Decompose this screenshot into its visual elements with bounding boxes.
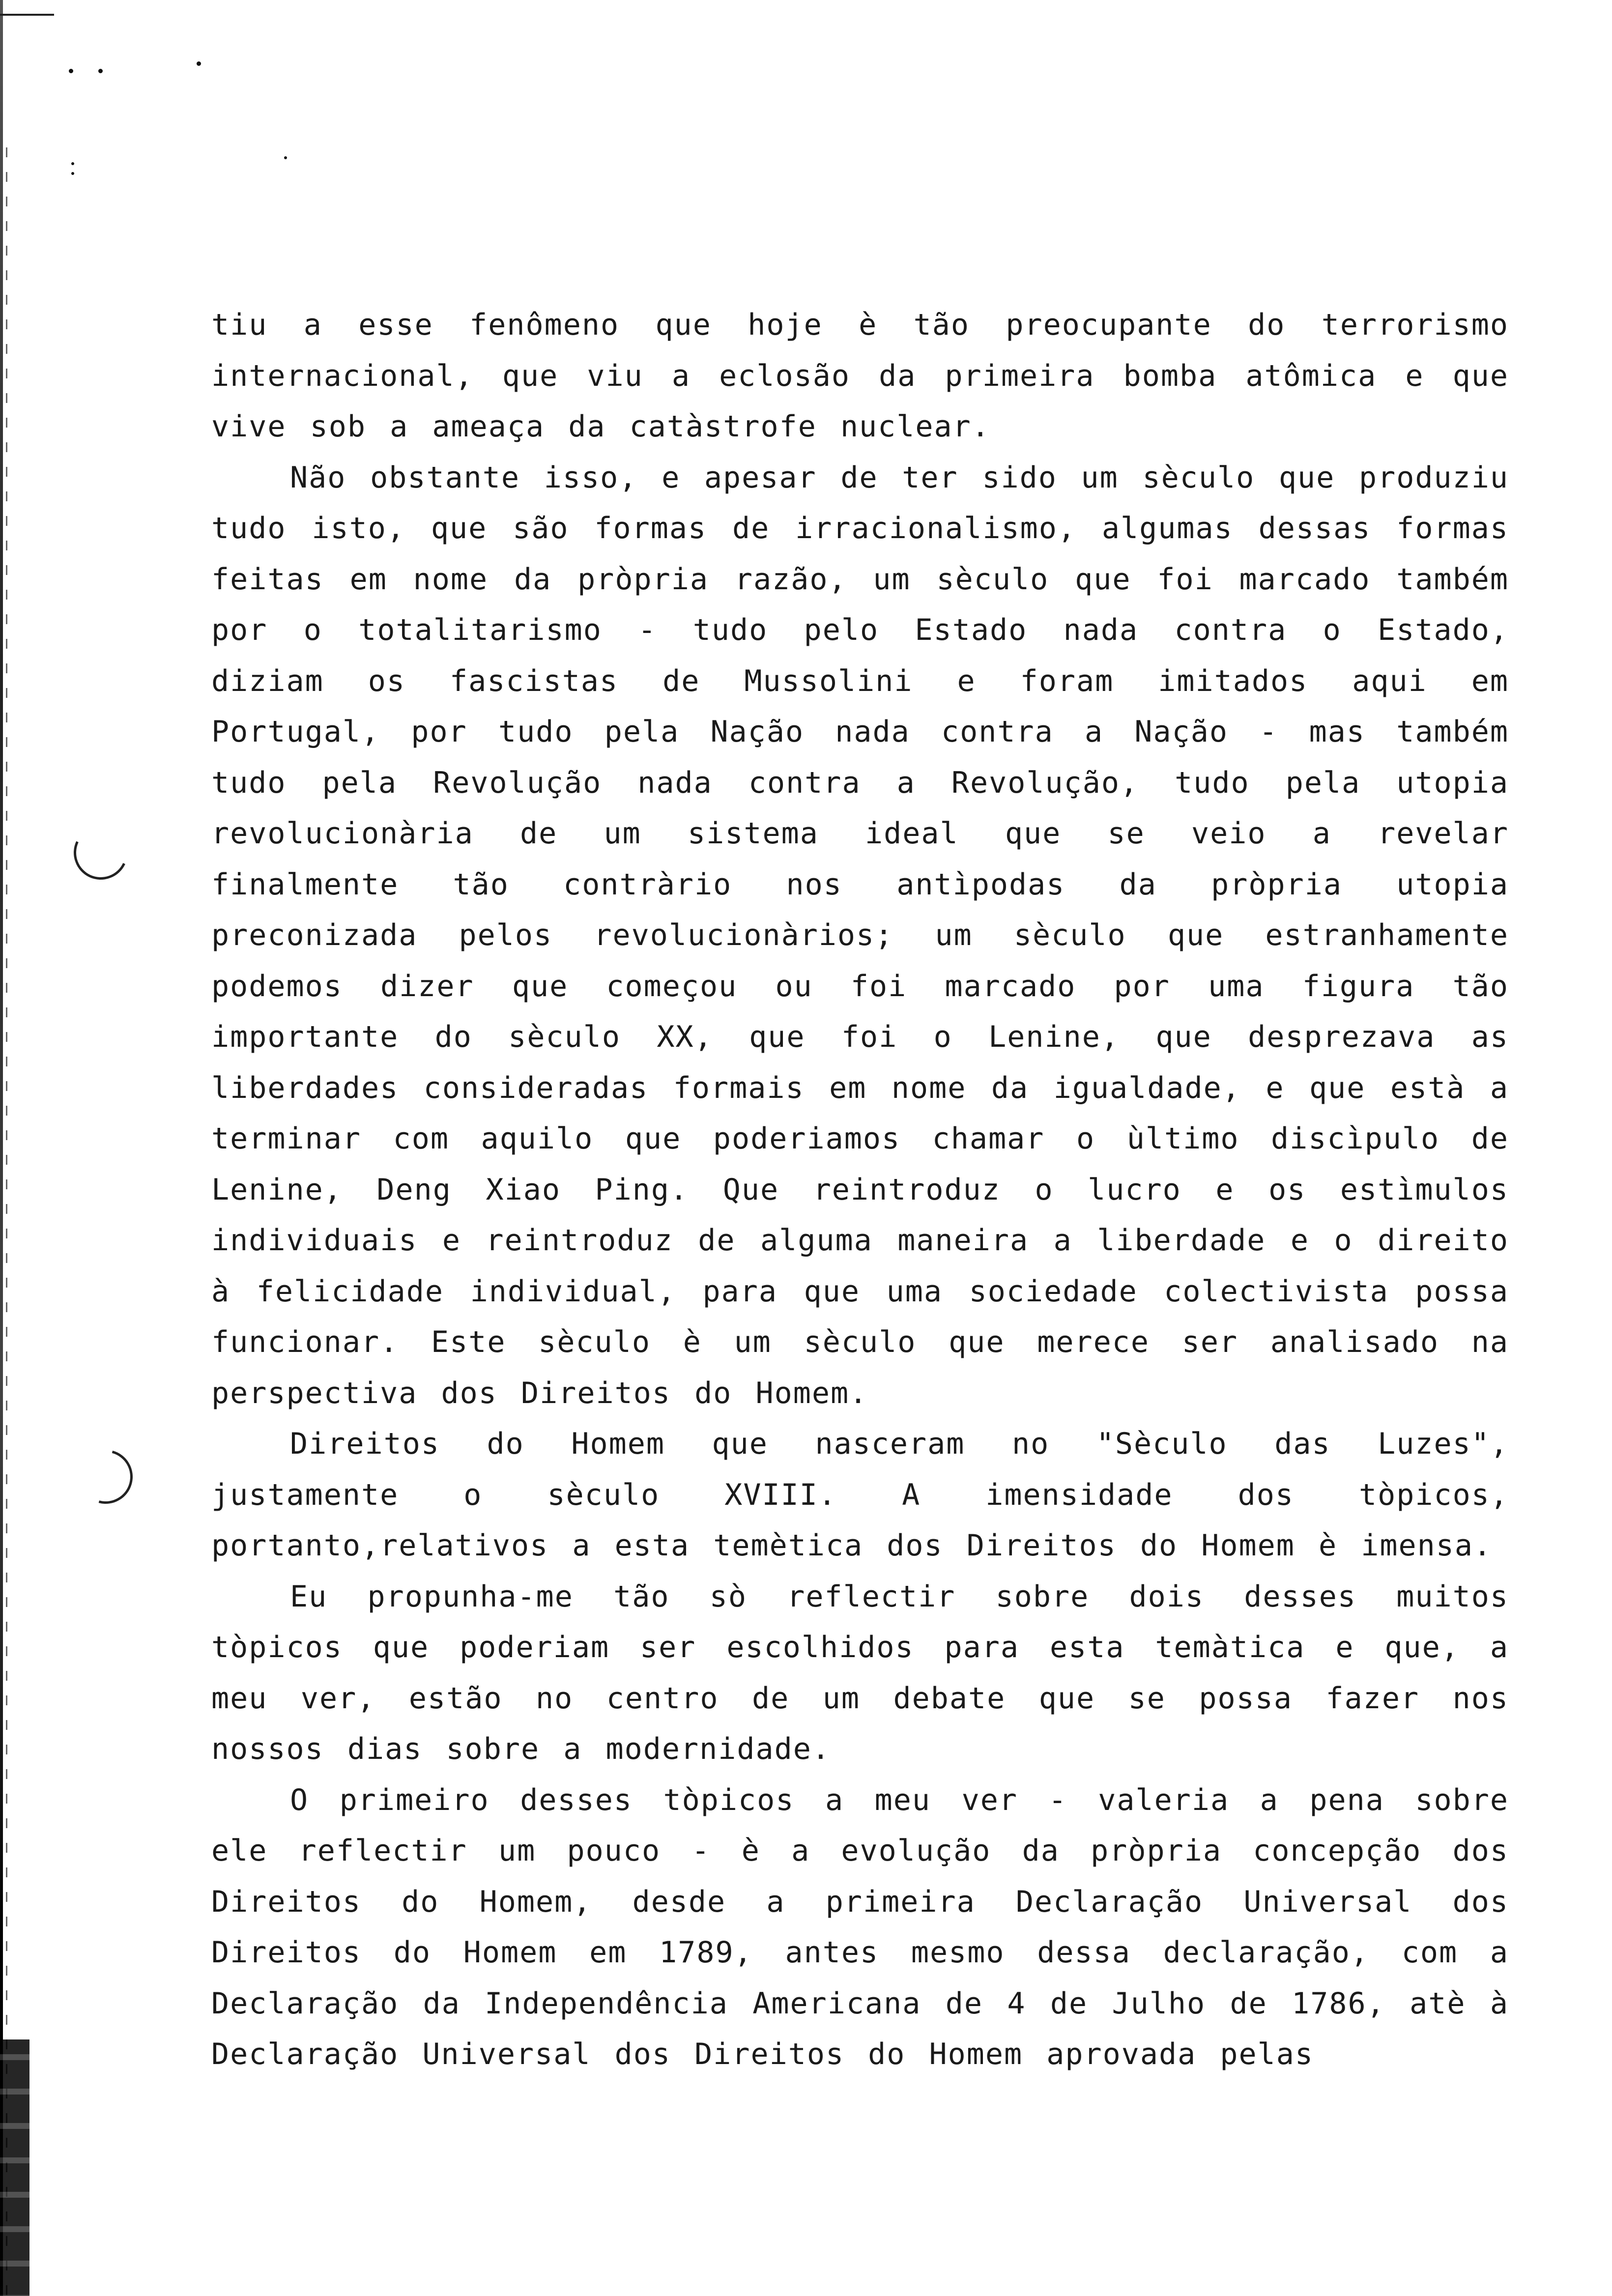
punch-hole-mark — [66, 818, 136, 888]
paragraph-4: Eu propunha-me tão sò reflectir sobre dois desses muitos tòpicos que poderiam ser escolhidos para esta temàtica e que, a meu ver, estão no centro de um debate que se possa fazer nos nossos dias sobre a modernidade. — [211, 1579, 1509, 1766]
punch-hole-mark — [69, 1440, 143, 1514]
paragraph-3: Direitos do Homem que nasceram no "Sèculo das Luzes", justamente o sèculo XVIII. A imensidade dos tòpicos, portanto,relativos a esta temètica dos Direitos do Homem è imensa. — [211, 1427, 1509, 1563]
binding-edge-dark — [0, 2039, 29, 2296]
scan-speck — [98, 69, 103, 73]
scan-speck — [284, 156, 287, 159]
scan-speck — [197, 61, 201, 66]
scan-mark — [0, 14, 54, 16]
binding-edge — [0, 0, 3, 2296]
scan-speck — [71, 162, 74, 165]
paragraph-1: tiu a esse fenômeno que hoje è tão preocupante do terrorismo internacional, que viu a eclosão da primeira bomba atômica e que vive sob a ameaça da catàstrofe nuclear. — [211, 308, 1509, 444]
body-text — [211, 300, 1509, 2080]
binding-edge-marks — [6, 147, 7, 2296]
scan-speck — [69, 69, 73, 73]
paragraph-2: Não obstante isso, e apesar de ter sido um sèculo que produziu tudo isto, que são formas de irracionalismo, algumas dessas formas feitas em nome da pròpria razão, um sèculo que foi marcado também por o totalitarismo - tudo pelo Estado nada contra o Estado, diziam os fascistas de Mussolini e foram imitados aqui em Portugal, por tudo pela Nação nada contra a Nação - mas também tudo pela Revolução nada contra a Revolução, tudo pela utopia revolucionària de um sistema ideal que se veio a revelar finalmente tão contràrio nos antìpodas da pròpria utopia preconizada pelos revolucionàrios; um sèculo que estranhamente podemos dizer que começou ou foi marcado por uma figura tão importante do sèculo XX, que foi o Lenine, que desprezava as liberdades consideradas formais em nome da igualdade, e que està a terminar com aquilo que poderiamos chamar o ùltimo discìpulo de Lenine, Deng Xiao Ping. Que reintroduz o lucro e os estìmulos individuais e reintroduz de alguma maneira a liberdade e o direito à felicidade individual, para que uma sociedade colectivista possa funcionar. Este sèculo è um sèculo que merece ser analisado na perspectiva dos Direitos do Homem. — [211, 460, 1509, 1410]
paragraph-5: O primeiro desses tòpicos a meu ver - valeria a pena sobre ele reflectir um pouco - è a evolução da pròpria concepção dos Direitos do Homem, desde a primeira Declaração Universal dos Direitos do Homem em 1789, antes mesmo dessa declaração, com a Declaração da Independência Americana de 4 de Julho de 1786, atè à Declaração Universal dos Direitos do Homem aprovada pelas — [211, 1782, 1509, 2071]
scan-speck — [71, 172, 74, 175]
